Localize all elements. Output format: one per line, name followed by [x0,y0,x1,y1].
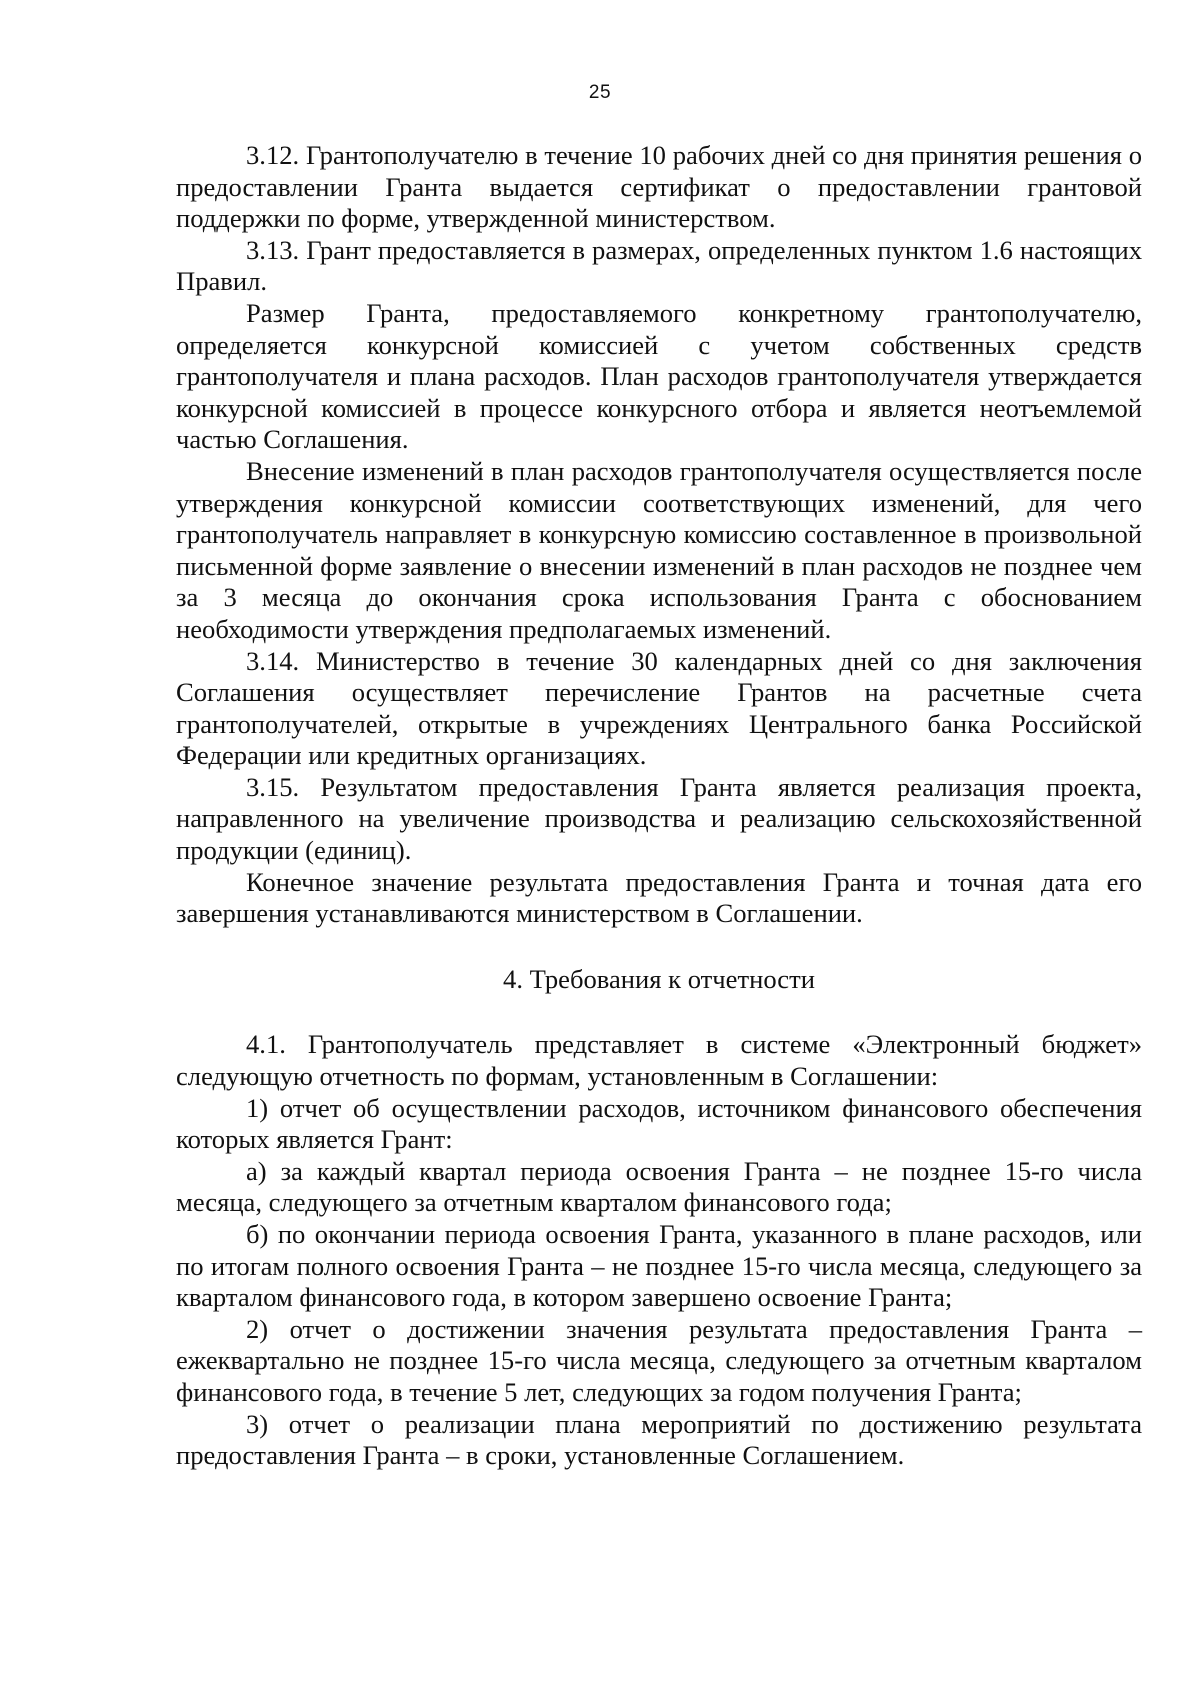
list-item-2: 2) отчет о достижении значения результата предоставления Гранта – ежеквартально не позднее 15-го числа месяца, следующего за отчетным кварталом финансового года, в течение 5 лет, следующих за годом получения Гранта; [176,1313,1142,1407]
list-item-1b: б) по окончании периода освоения Гранта, указанного в плане расходов, или по итогам полного освоения Гранта – не позднее 15-го числа месяца, следующего за кварталом финансового года, в котором завершено освоение Гранта; [176,1219,1142,1313]
paragraph-3-12: 3.12. Грантополучателю в течение 10 рабочих дней со дня принятия решения о предоставлении Гранта выдается сертификат о предоставлении грантовой поддержки по форме, утвержденной министерством. [176,140,1142,234]
paragraph-grant-size: Размер Гранта, предоставляемого конкретному грантополучателю, определяется конкурсной комиссией с учетом собственных средств грантополучателя и плана расходов. План расходов грантополучателя утверждается конкурсной комиссией в процессе конкурсного отбора и является неотъемлемой частью Соглашения. [176,297,1142,455]
paragraph-plan-changes: Внесение изменений в план расходов грантополучателя осуществляется после утверждения конкурсной комиссии соответствующих изменений, для чего грантополучатель направляет в конкурсную комиссию составленное в произвольной письменной форме заявление о внесении изменений в план расходов не позднее чем за 3 месяца до окончания срока использования Гранта с обоснованием необходимости утверждения предполагаемых изменений. [176,455,1142,644]
paragraph-final-value: Конечное значение результата предоставления Гранта и точная дата его завершения устанавливаются министерством в Соглашении. [176,866,1142,929]
list-item-1: 1) отчет об осуществлении расходов, источником финансового обеспечения которых является Грант: [176,1092,1142,1155]
paragraph-3-13: 3.13. Грант предоставляется в размерах, определенных пунктом 1.6 настоящих Правил. [176,234,1142,297]
section-heading: 4. Требования к отчетности [503,963,815,994]
page-number: 25 [588,82,612,103]
paragraph-4-1: 4.1. Грантополучатель представляет в системе «Электронный бюджет» следующую отчетность по формам, установленным в Соглашении: [176,1029,1142,1092]
list-item-1a: а) за каждый квартал периода освоения Гранта – не позднее 15-го числа месяца, следующего за отчетным кварталом финансового года; [176,1155,1142,1218]
paragraph-3-14: 3.14. Министерство в течение 30 календарных дней со дня заключения Соглашения осуществляет перечисление Грантов на расчетные счета грантополучателей, открытые в учреждениях Центрального банка Российской Федерации или кредитных организациях. [176,645,1142,771]
list-item-3: 3) отчет о реализации плана мероприятий по достижению результата предоставления Гранта – в сроки, установленные Соглашением. [176,1408,1142,1471]
paragraph-3-15: 3.15. Результатом предоставления Гранта является реализация проекта, направленного на увеличение производства и реализацию сельскохозяйственной продукции (единиц). [176,771,1142,866]
document-body [176,140,1142,1472]
